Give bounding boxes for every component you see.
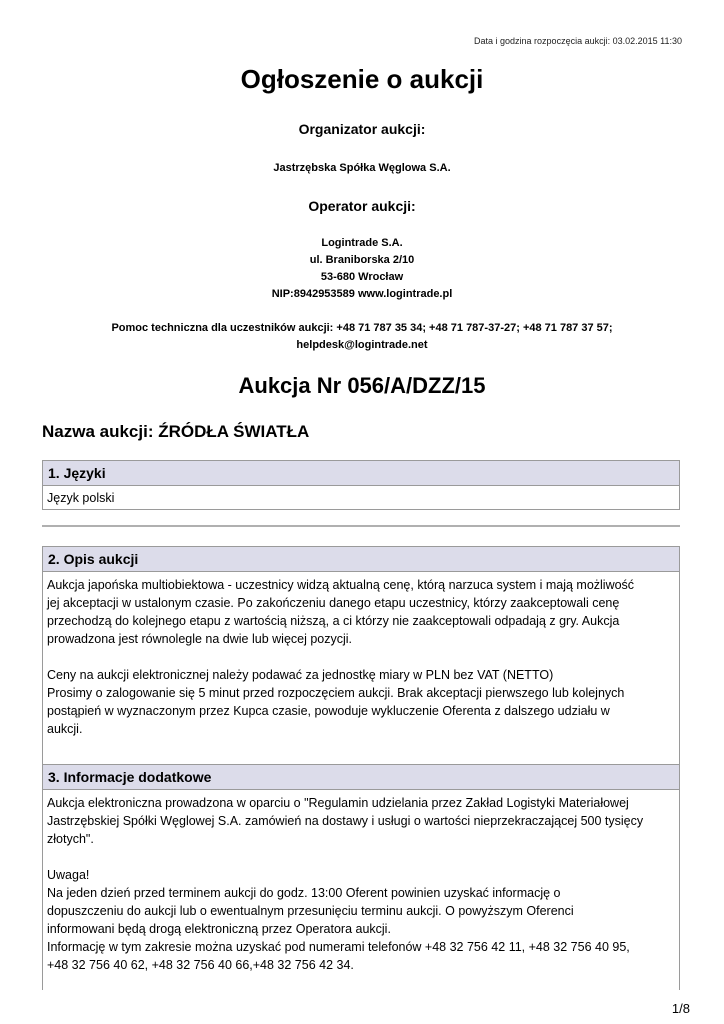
tech-support-phones: Pomoc techniczna dla uczestników aukcji: +48 71 787 35 34; +48 71 787-37-27; +48 71 787 37 57; (111, 322, 613, 334)
section-languages-heading: 1. Języki (43, 461, 679, 486)
operator-label: Operator aukcji: (308, 198, 416, 214)
page-number: 1/8 (671, 1001, 690, 1016)
operator-city: 53-680 Wrocław (320, 271, 404, 283)
section-languages-body: Język polski (47, 491, 115, 505)
section-additional-body: Aukcja elektroniczna prowadzona w oparciu o "Regulamin udzielania przez Zakład Logistyki Materiałowej Jastrzębskiej Spółki Węglowej S.A. zamówień na dostawy i usługi o wartości nieprzekraczającej 500 tysięcy złotych". Uwaga! Na jeden dzień przed terminem aukcji do godz. 13:00 Oferent powinien uzyskać informację o dopuszczeniu do aukcji lub o ewentualnym przesunięciu terminu aukcji. O powyższym Oferenci informowani będą drogą elektroniczną przez Operatora aukcji. Informację w tym zakresie można uzyskać pod numerami telefonów +48 32 756 42 11, +48 32 756 40 95, +48 32 756 40 62, +48 32 756 40 66,+48 32 756 42 34. (47, 796, 644, 972)
tech-support (0, 320, 724, 354)
operator-details (0, 235, 724, 303)
operator-nip-web: NIP:8942953589 www.logintrade.pl (271, 288, 453, 300)
page-title: Ogłoszenie o aukcji (240, 64, 484, 94)
operator-street: ul. Braniborska 2/10 (309, 254, 415, 266)
section-description-heading: 2. Opis aukcji (43, 547, 679, 572)
section-additional-heading: 3. Informacje dodatkowe (43, 765, 679, 790)
organizer-name: Jastrzębska Spółka Węglowa S.A. (273, 162, 451, 174)
organizer-label: Organizator aukcji: (298, 121, 426, 137)
divider (42, 525, 680, 527)
operator-name: Logintrade S.A. (321, 237, 403, 249)
auction-start-date: Data i godzina rozpoczęcia aukcji: 03.02.2015 11:30 (474, 36, 682, 46)
auction-number: Aukcja Nr 056/A/DZZ/15 (238, 373, 486, 398)
section-description-body: Aukcja japońska multiobiektowa - uczestnicy widzą aktualną cenę, którą narzuca system i mają możliwość jej akceptacji w ustalonym czasie. Po zakończeniu danego etapu uczestnicy, którzy zaakceptowali cenę przechodzą do kolejnego etapu z wartością niższą, a ci którzy nie zaakceptowali odpadają z gry. Aukcja prowadzona jest równolegle na dwie lub więcej pozycji. Ceny na aukcji elektronicznej należy podawać za jednostkę miary w PLN bez VAT (NETTO) Prosimy o zalogowanie się 5 minut przed rozpoczęciem aukcji. Brak akceptacji pierwszego lub kolejnych postąpień w wyznaczonym przez Kupca czasie, powoduje wykluczenie Oferenta z dalszego udziału w aukcji. (47, 578, 635, 736)
section-description (42, 546, 680, 764)
section-additional (42, 764, 680, 990)
section-languages (42, 460, 680, 510)
auction-name: Nazwa aukcji: ŹRÓDŁA ŚWIATŁA (42, 422, 310, 441)
tech-support-email: helpdesk@logintrade.net (296, 339, 428, 351)
